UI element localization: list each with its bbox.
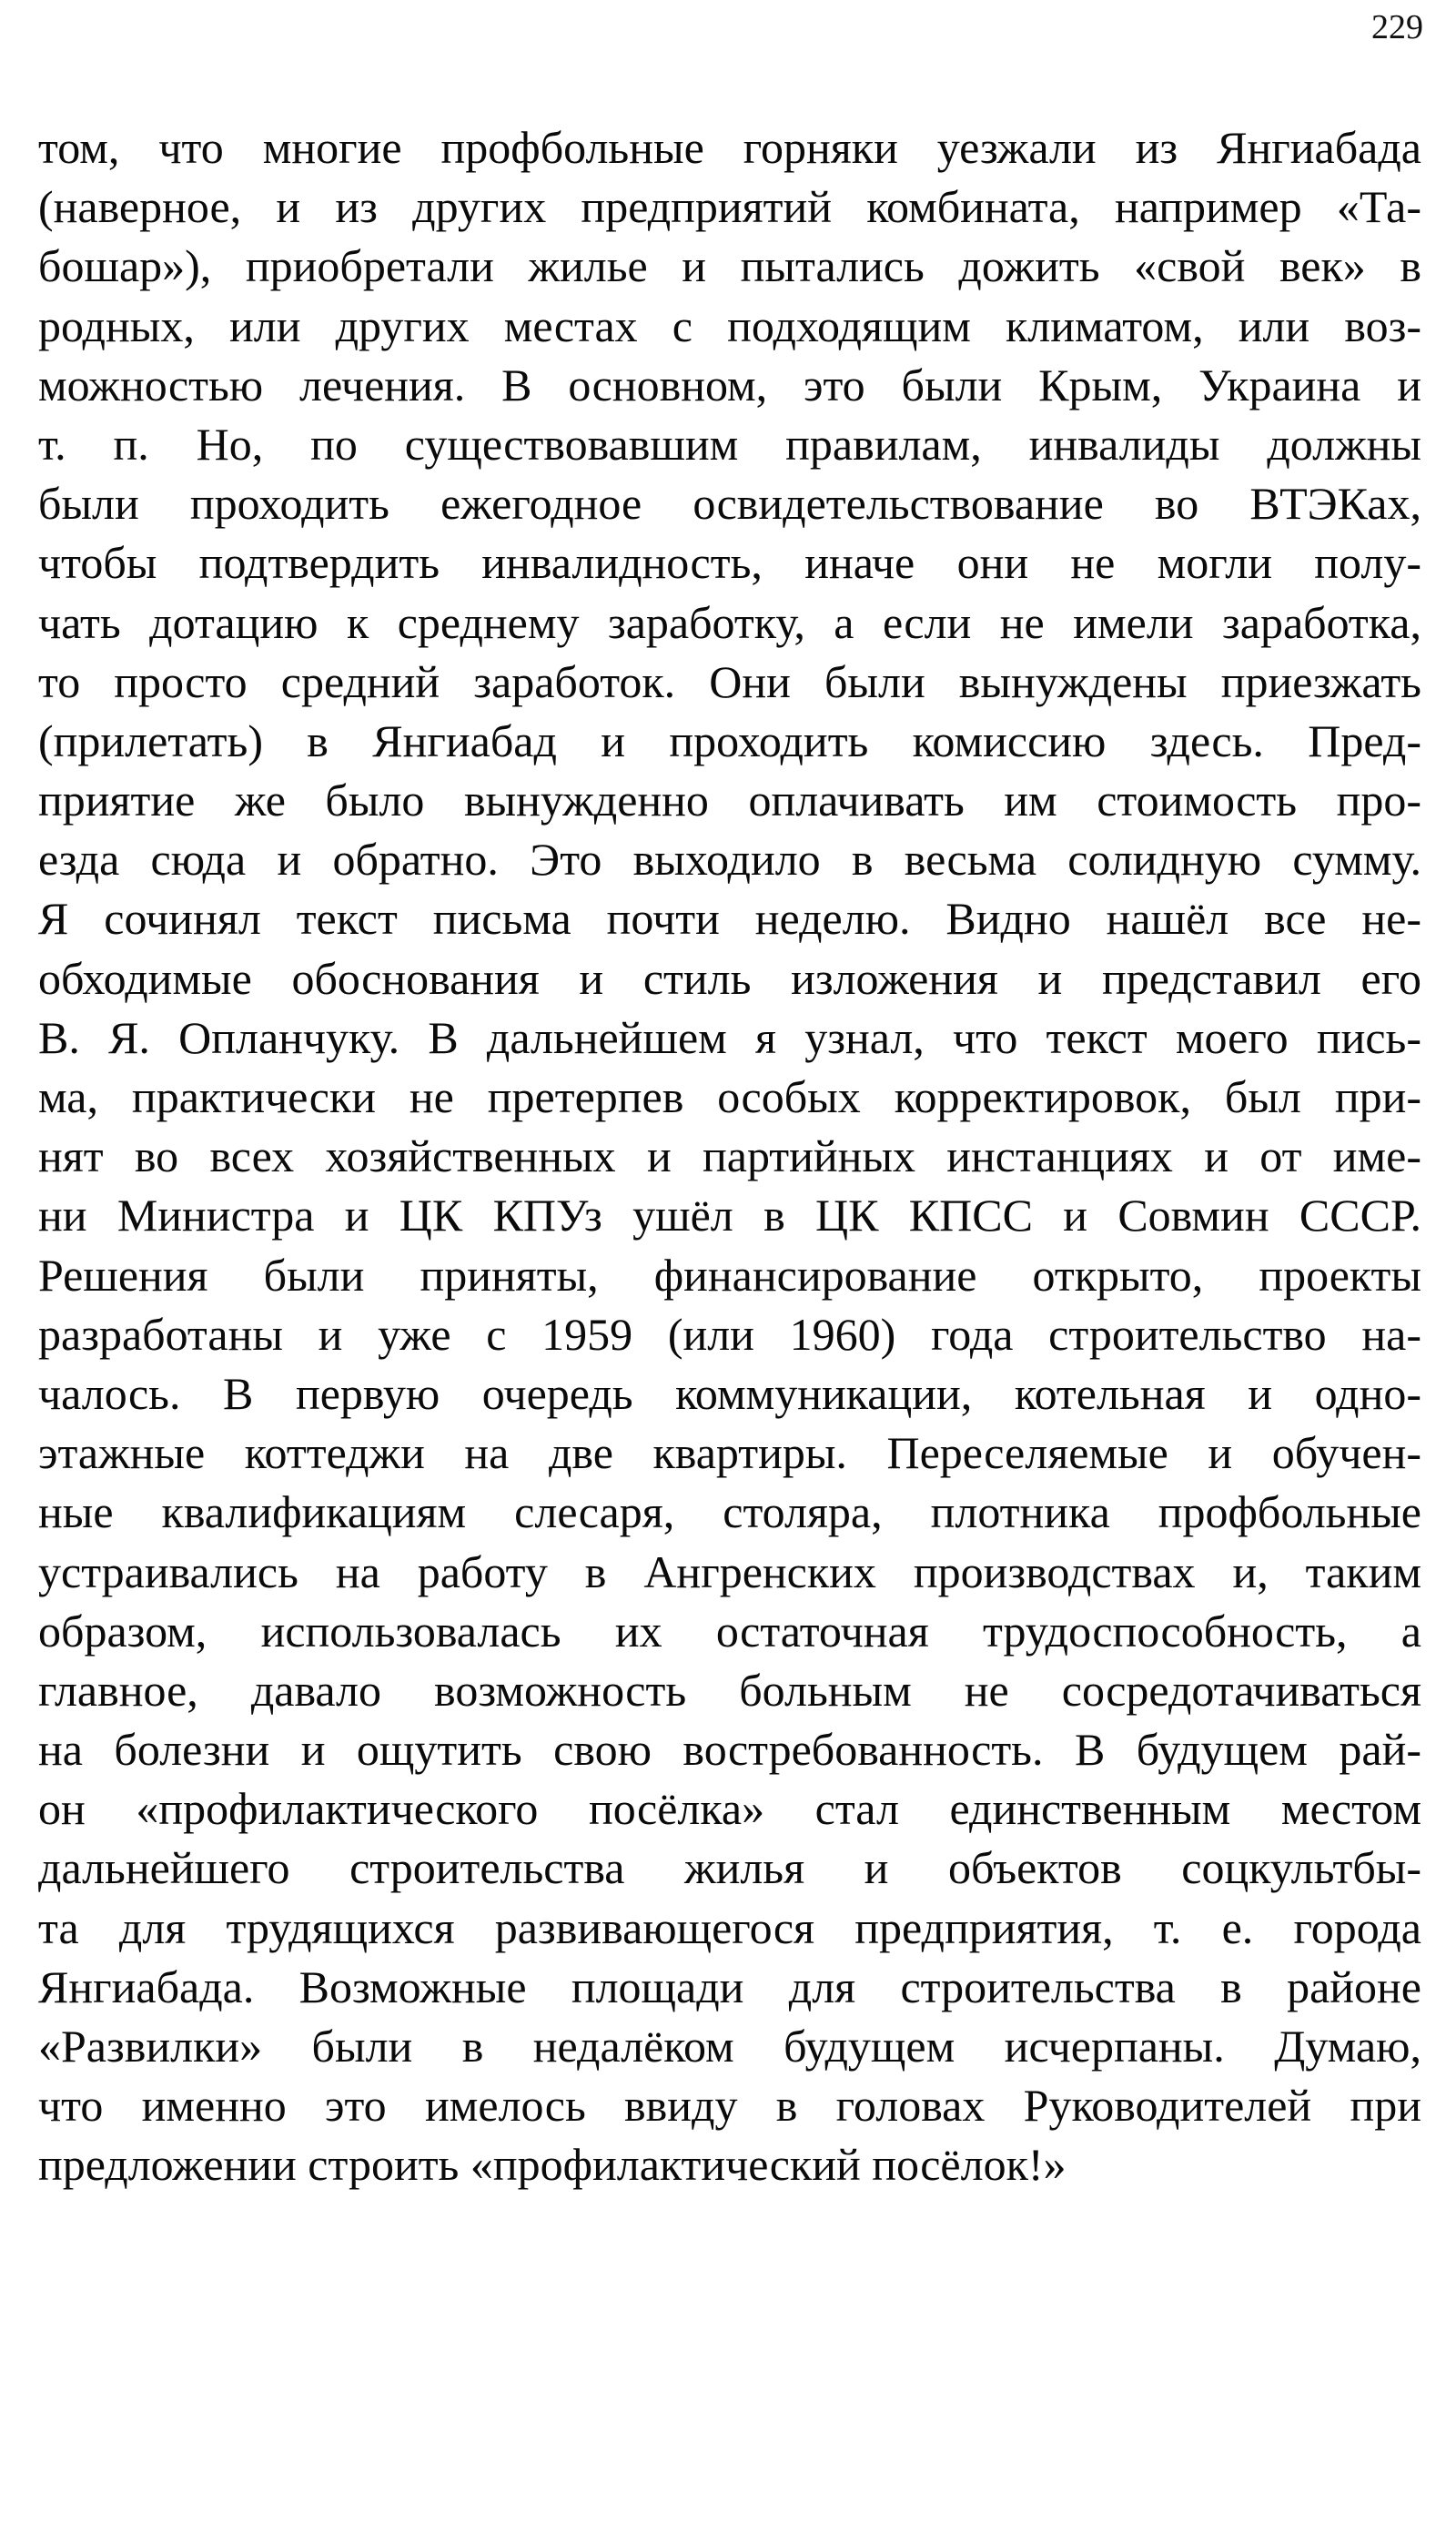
text-line: устраивались на работу в Ангренских производствах и, таким: [38, 1545, 1421, 1597]
text-line: были проходить ежегодное освидетельствование во ВТЭКах,: [38, 478, 1421, 530]
text-line: езда сюда и обратно. Это выходило в весьма солидную сумму.: [38, 834, 1421, 886]
text-line: бошар»), приобретали жилье и пытались дожить «свой век» в: [38, 240, 1421, 292]
text-line: этажные коттеджи на две квартиры. Переселяемые и обучен-: [38, 1427, 1421, 1479]
text-line: главное, давало возможность больным не сосредотачиваться: [38, 1664, 1421, 1716]
text-line: Решения были приняты, финансирование открыто, проекты: [38, 1249, 1421, 1301]
text-line: Янгиабада. Возможные площади для строительства в районе: [38, 1961, 1421, 2012]
text-line: «Развилки» были в недалёком будущем исчерпаны. Думаю,: [38, 2021, 1421, 2072]
text-line: ные квалификациям слесаря, столяра, плотника профбольные: [38, 1486, 1421, 1538]
page-number: 229: [1371, 8, 1423, 46]
text-line: (наверное, и из других предприятий комбината, например «Та-: [38, 181, 1421, 233]
text-line: приятие же было вынужденно оплачивать им стоимость про-: [38, 775, 1421, 826]
text-line: обходимые обоснования и стиль изложения и представил его: [38, 952, 1421, 1004]
text-line: дальнейшего строительства жилья и объектов соцкультбы-: [38, 1842, 1421, 1894]
text-line: Я сочинял текст письма почти неделю. Видно нашёл все не-: [38, 893, 1421, 945]
text-line: т. п. Но, по существовавшим правилам, инвалиды должны: [38, 418, 1421, 470]
text-line: чалось. В первую очередь коммуникации, котельная и одно-: [38, 1367, 1421, 1419]
text-line: та для трудящихся развивающегося предприятия, т. е. города: [38, 1901, 1421, 1953]
text-line: том, что многие профбольные горняки уезжали из Янгиабада: [38, 122, 1421, 173]
text-line: то просто средний заработок. Они были вынуждены приезжать: [38, 655, 1421, 707]
text-line-last: предложении строить «профилактический посёлок!»: [38, 2139, 1067, 2191]
text-line: чтобы подтвердить инвалидность, иначе они не могли полу-: [38, 537, 1421, 589]
text-line: ма, практически не претерпев особых корректировок, был при-: [38, 1071, 1421, 1122]
text-line: на болезни и ощутить свою востребованность. В будущем рай-: [38, 1724, 1421, 1776]
text-line: В. Я. Опланчуку. В дальнейшем я узнал, что текст моего пись-: [38, 1011, 1421, 1063]
text-line: (прилетать) в Янгиабад и проходить комиссию здесь. Пред-: [38, 714, 1421, 766]
text-line: разработаны и уже с 1959 (или 1960) года строительство на-: [38, 1308, 1421, 1360]
text-line: нят во всех хозяйственных и партийных инстанциях и от име-: [38, 1130, 1421, 1182]
text-line: можностью лечения. В основном, это были Крым, Украина и: [38, 359, 1421, 410]
text-line: образом, использовалась их остаточная трудоспособность, а: [38, 1605, 1421, 1657]
text-line: он «профилактического посёлка» стал единственным местом: [38, 1783, 1421, 1835]
text-line: чать дотацию к среднему заработку, а если не имели заработка,: [38, 596, 1421, 648]
text-line: родных, или других местах с подходящим климатом, или воз-: [38, 299, 1421, 351]
text-line: ни Министра и ЦК КПУз ушёл в ЦК КПСС и Совмин СССР.: [38, 1190, 1421, 1241]
body-text: [38, 118, 1421, 2195]
text-line: что именно это имелось ввиду в головах Руководителей при: [38, 2080, 1421, 2132]
